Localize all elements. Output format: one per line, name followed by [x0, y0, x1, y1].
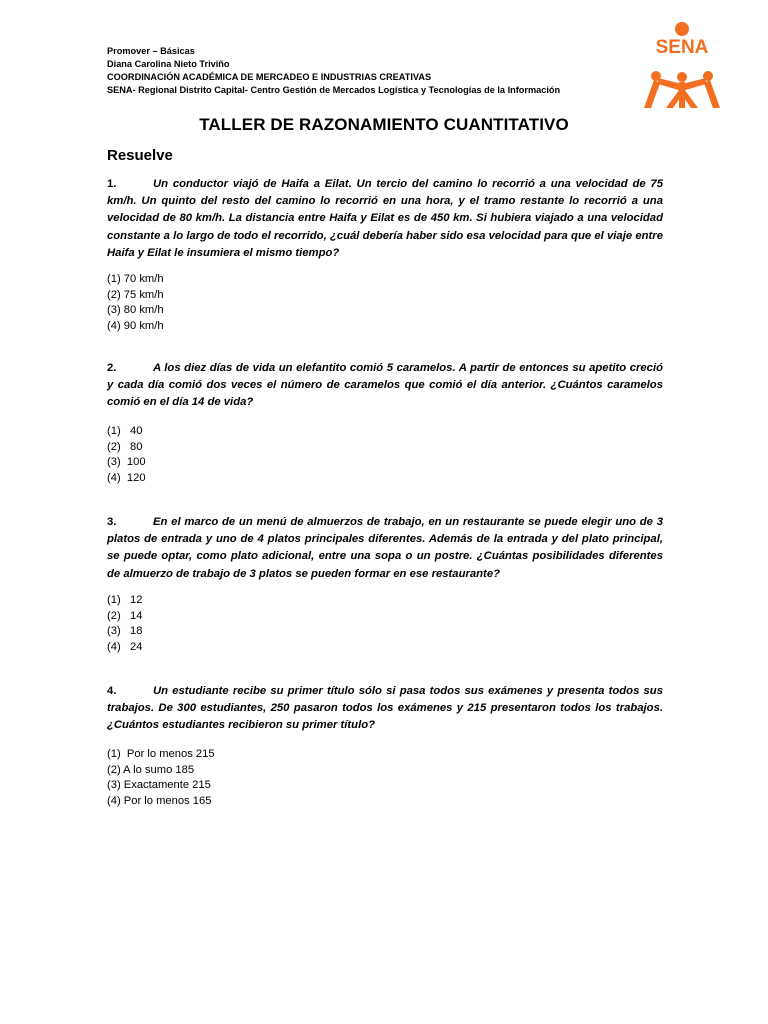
question-4	[107, 683, 663, 735]
option-item: (2) 80	[107, 440, 143, 453]
question-number: 2.	[107, 362, 117, 374]
question-text: En el marco de un menú de almuerzos de trabajo, en un restaurante se puede elegir uno de 3 platos de entrada y uno de 4 platos principales diferentes. Además de la entrada y del plato principal, se puede optar, como plato adicional, entre una sopa o un postre. ¿Cuántas posibilidades diferentes de almuerzo de trabajo de 3 platos se pueden formar en ese restaurante?	[107, 516, 663, 580]
option-item: (2) 75 km/h	[107, 288, 164, 301]
option-item: (1) 12	[107, 594, 143, 606]
question-number: 4.	[107, 685, 117, 697]
header-regional: SENA- Regional Distrito Capital- Centro Gestión de Mercados Logística y Tecnologías de la Información	[107, 85, 561, 95]
question-2	[107, 360, 663, 412]
question-text: A los diez días de vida un elefantito comió 5 caramelos. A partir de entonces su apetito creció y cada día comió dos veces el número de caramelos que comió el día anterior. ¿Cuántos caramelos comió en el día 14 de vida?	[107, 362, 663, 409]
option-item: (4) 120	[107, 472, 146, 485]
option-item: (2) A lo sumo 185	[107, 763, 195, 776]
option-item: (1) 40	[107, 425, 143, 437]
option-item: (1) Por lo menos 215	[107, 748, 215, 760]
header-author: Diana Carolina Nieto Triviño	[107, 59, 230, 69]
options-list-1	[107, 272, 164, 335]
document-header	[107, 45, 560, 97]
option-item: (4) 24	[107, 641, 143, 654]
option-item: (3) 18	[107, 625, 143, 638]
sena-logo	[638, 20, 726, 110]
options-list-2	[107, 424, 146, 487]
option-item: (3) Exactamente 215	[107, 779, 211, 792]
logo-wordmark: SENA	[655, 37, 709, 58]
page-title: TALLER DE RAZONAMIENTO CUANTITATIVO	[199, 115, 569, 134]
question-number: 3.	[107, 516, 117, 528]
option-item: (4) Por lo menos 165	[107, 795, 212, 808]
question-1	[107, 176, 663, 262]
options-list-4	[107, 747, 215, 810]
option-item: (1) 70 km/h	[107, 273, 164, 285]
option-item: (3) 100	[107, 456, 146, 469]
options-list-3	[107, 593, 142, 656]
question-number: 1.	[107, 178, 117, 190]
question-text: Un estudiante recibe su primer título sólo si pasa todos sus exámenes y presenta todos sus trabajos. De 300 estudiantes, 250 pasaron todos los exámenes y 215 presentaron todos los trabajos. ¿Cuántos estudiantes recibieron su primer título?	[107, 685, 663, 732]
option-item: (2) 14	[107, 609, 143, 622]
header-program: Promover – Básicas	[107, 46, 195, 56]
sena-logo-mark	[644, 22, 720, 108]
header-coordination: COORDINACIÓN ACADÉMICA DE MERCADEO E INDUSTRIAS CREATIVAS	[107, 72, 432, 82]
option-item: (3) 80 km/h	[107, 304, 164, 317]
section-heading: Resuelve	[107, 147, 173, 164]
option-item: (4) 90 km/h	[107, 320, 164, 333]
question-text: Un conductor viajó de Haifa a Eilat. Un tercio del camino lo recorrió a una velocidad de 75 km/h. Un quinto del resto del camino lo recorrió en una hora, y el tramo restante lo recorrió a una velocidad de 80 km/h. La distancia entre Haifa y Eilat es de 450 km. Si hubiera viajado a una velocidad constante a lo largo de todo el recorrido, ¿cuál debería haber sido esa velocidad para que el viaje entre Haifa y Eilat le insumiera el mismo tiempo?	[107, 178, 663, 259]
question-3	[107, 514, 663, 583]
